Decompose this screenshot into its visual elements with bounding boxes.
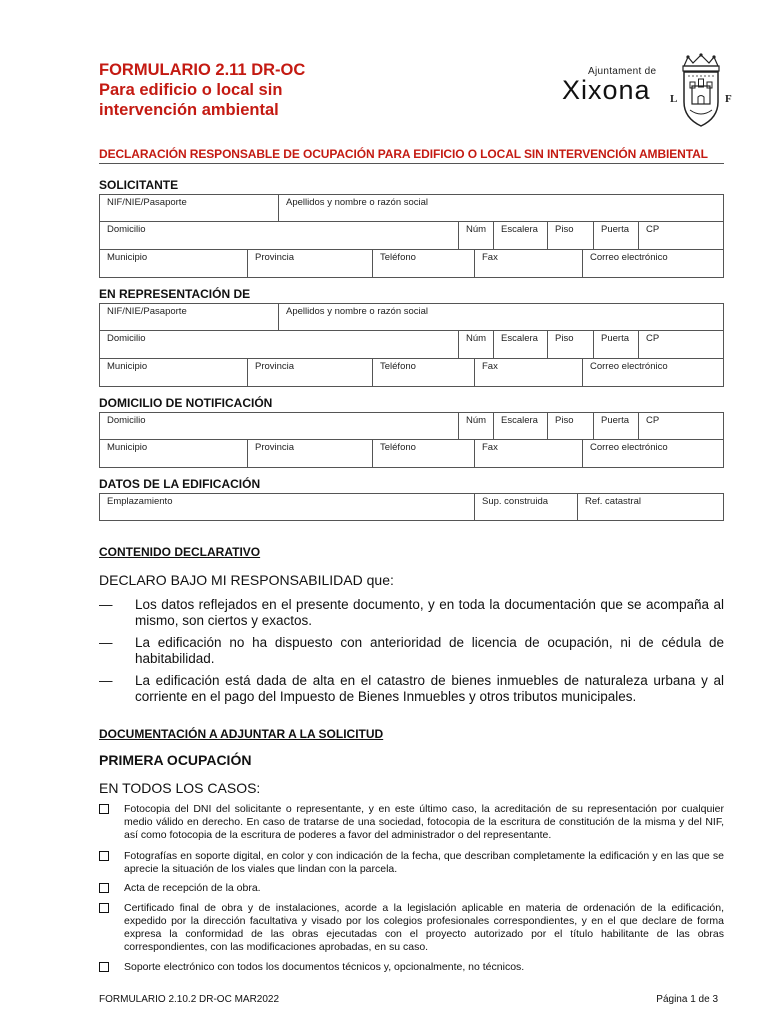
solicitante-correo-field[interactable]: Correo electrónico <box>582 250 723 277</box>
notificacion-row-1 <box>99 412 724 440</box>
declarativo-item-1 <box>99 597 724 629</box>
declarativo-heading: CONTENIDO DECLARATIVO <box>99 545 261 559</box>
edificacion-ref-field[interactable]: Ref. catastral <box>577 494 723 520</box>
representacion-provincia-field[interactable]: Provincia <box>247 359 372 386</box>
notificacion-municipio-field[interactable]: Municipio <box>107 442 148 453</box>
notificacion-fax-field[interactable]: Fax <box>474 440 582 467</box>
checkbox[interactable] <box>99 903 109 913</box>
solicitante-fax-field[interactable]: Fax <box>474 250 582 277</box>
logo-town-name: Xixona <box>562 75 651 105</box>
solicitante-row-2 <box>99 222 724 250</box>
representacion-row-2 <box>99 331 724 359</box>
edificacion-grid <box>99 493 724 521</box>
form-title-line-1: FORMULARIO 2.11 DR-OC <box>99 61 306 79</box>
form-title <box>99 60 419 120</box>
notificacion-grid <box>99 412 724 468</box>
doc-item-text: Acta de recepción de la obra. <box>124 882 261 894</box>
doc-item-text: Fotografías en soporte digital, en color y con indicación de la fecha, que describan completamente la edificación y en las que se aprecie la situación de los viales que lindan con la parcela. <box>124 850 724 875</box>
solicitante-nif-field[interactable]: NIF/NIE/Pasaporte <box>107 197 187 208</box>
doc-item-text: Certificado final de obra y de instalaciones, acorde a la legislación aplicable en materia de ordenación de la edificación, expedido por la dirección facultativa y visado por los colegios profesionales correspondientes, y en el que declare de forma expresa la conformidad de las obras ejecutadas con el proyecto autorizado por el título habilitante de las obras correspondientes, con las modificaciones aprobadas, en su caso. <box>124 902 724 953</box>
doc-checkbox-item-4 <box>99 902 724 954</box>
section-solicitante: SOLICITANTE <box>99 178 179 192</box>
solicitante-escalera-field[interactable]: Escalera <box>493 222 547 249</box>
representacion-apellidos-field[interactable]: Apellidos y nombre o razón social <box>278 304 723 330</box>
coat-of-arms-icon <box>662 52 740 130</box>
doc-item-text: Soporte electrónico con todos los documentos técnicos y, opcionalmente, no técnicos. <box>124 961 525 973</box>
solicitante-apellidos-field[interactable]: Apellidos y nombre o razón social <box>278 195 723 221</box>
notificacion-correo-field[interactable]: Correo electrónico <box>582 440 723 467</box>
declarativo-item-2 <box>99 635 724 667</box>
declarativo-item-text: Los datos reflejados en el presente documento, y en toda la documentación que se acompaña al mismo, son ciertos y exactos. <box>135 597 724 628</box>
solicitante-grid <box>99 194 724 278</box>
section-edificacion: DATOS DE LA EDIFICACIÓN <box>99 477 261 491</box>
solicitante-cp-field[interactable]: CP <box>638 222 723 249</box>
form-title-line-3: intervención ambiental <box>99 101 279 119</box>
notificacion-cp-field[interactable]: CP <box>638 413 723 439</box>
dash-mark: — <box>99 635 113 650</box>
form-subtitle: DECLARACIÓN RESPONSABLE DE OCUPACIÓN PARA EDIFICIO O LOCAL SIN INTERVENCIÓN AMBIENTAL <box>99 147 724 164</box>
representacion-row-3 <box>99 359 724 387</box>
edificacion-emplazamiento-field[interactable]: Emplazamiento <box>107 496 173 507</box>
representacion-puerta-field[interactable]: Puerta <box>593 331 638 358</box>
representacion-municipio-field[interactable]: Municipio <box>107 361 148 372</box>
representacion-correo-field[interactable]: Correo electrónico <box>582 359 723 386</box>
representacion-piso-field[interactable]: Piso <box>547 331 593 358</box>
representacion-num-field[interactable]: Núm <box>458 331 493 358</box>
representacion-domicilio-field[interactable]: Domicilio <box>107 333 146 344</box>
doc-checkbox-item-5 <box>99 961 724 974</box>
notificacion-piso-field[interactable]: Piso <box>547 413 593 439</box>
footer-page-number: Página 1 de 3 <box>656 994 718 1005</box>
checkbox[interactable] <box>99 883 109 893</box>
notificacion-puerta-field[interactable]: Puerta <box>593 413 638 439</box>
declarativo-item-text: La edificación está dada de alta en el catastro de bienes inmuebles de naturaleza urbana y al corriente en el pago del Impuesto de Bienes Inmuebles y otros tributos municipales. <box>135 673 724 704</box>
solicitante-provincia-field[interactable]: Provincia <box>247 250 372 277</box>
ajuntament-logo <box>562 66 662 103</box>
primera-ocupacion-heading: PRIMERA OCUPACIÓN <box>99 752 252 768</box>
solicitante-row-1 <box>99 194 724 222</box>
notificacion-telefono-field[interactable]: Teléfono <box>372 440 474 467</box>
footer-form-code: FORMULARIO 2.10.2 DR-OC MAR2022 <box>99 994 280 1005</box>
section-representacion: EN REPRESENTACIÓN DE <box>99 287 251 301</box>
doc-item-text: Fotocopia del DNI del solicitante o representante, y en este último caso, la acreditación de su representación por cualquier medio válido en derecho. En caso de tratarse de una sociedad, fotocopia de la escritura de constitución de la misma y del NIF, así como fotocopia de la escritura de poderes a favor del administrador o del representante. <box>124 803 724 841</box>
solicitante-municipio-field[interactable]: Municipio <box>107 252 148 263</box>
notificacion-escalera-field[interactable]: Escalera <box>493 413 547 439</box>
solicitante-num-field[interactable]: Núm <box>458 222 493 249</box>
dash-mark: — <box>99 597 113 612</box>
declarativo-item-text: La edificación no ha dispuesto con anterioridad de licencia de ocupación, ni de cédula de habitabilidad. <box>135 635 724 666</box>
crest-letter-l: L <box>670 93 678 105</box>
todos-los-casos-heading: EN TODOS LOS CASOS: <box>99 780 261 796</box>
notificacion-domicilio-field[interactable]: Domicilio <box>107 415 146 426</box>
checkbox[interactable] <box>99 851 109 861</box>
documentacion-heading: DOCUMENTACIÓN A ADJUNTAR A LA SOLICITUD <box>99 727 384 741</box>
representacion-row-1 <box>99 303 724 331</box>
solicitante-row-3 <box>99 250 724 278</box>
edificacion-sup-field[interactable]: Sup. construida <box>474 494 577 520</box>
notificacion-row-2 <box>99 440 724 468</box>
solicitante-puerta-field[interactable]: Puerta <box>593 222 638 249</box>
representacion-grid <box>99 303 724 387</box>
edificacion-row-1 <box>99 493 724 521</box>
doc-checkbox-item-3 <box>99 882 724 895</box>
notificacion-num-field[interactable]: Núm <box>458 413 493 439</box>
checkbox[interactable] <box>99 962 109 972</box>
crest-letter-f: F <box>725 93 732 105</box>
doc-checkbox-item-2 <box>99 850 724 876</box>
representacion-nif-field[interactable]: NIF/NIE/Pasaporte <box>107 306 187 317</box>
representacion-fax-field[interactable]: Fax <box>474 359 582 386</box>
solicitante-telefono-field[interactable]: Teléfono <box>372 250 474 277</box>
representacion-telefono-field[interactable]: Teléfono <box>372 359 474 386</box>
representacion-escalera-field[interactable]: Escalera <box>493 331 547 358</box>
solicitante-piso-field[interactable]: Piso <box>547 222 593 249</box>
notificacion-provincia-field[interactable]: Provincia <box>247 440 372 467</box>
section-notificacion: DOMICILIO DE NOTIFICACIÓN <box>99 396 273 410</box>
representacion-cp-field[interactable]: CP <box>638 331 723 358</box>
declaro-intro: DECLARO BAJO MI RESPONSABILIDAD que: <box>99 572 394 588</box>
form-title-line-2: Para edificio o local sin <box>99 81 283 99</box>
logo-small-text: Ajuntament de <box>588 66 657 77</box>
dash-mark: — <box>99 673 113 688</box>
declarativo-item-3 <box>99 673 724 705</box>
doc-checkbox-item-1 <box>99 803 724 842</box>
checkbox[interactable] <box>99 804 109 814</box>
solicitante-domicilio-field[interactable]: Domicilio <box>107 224 146 235</box>
